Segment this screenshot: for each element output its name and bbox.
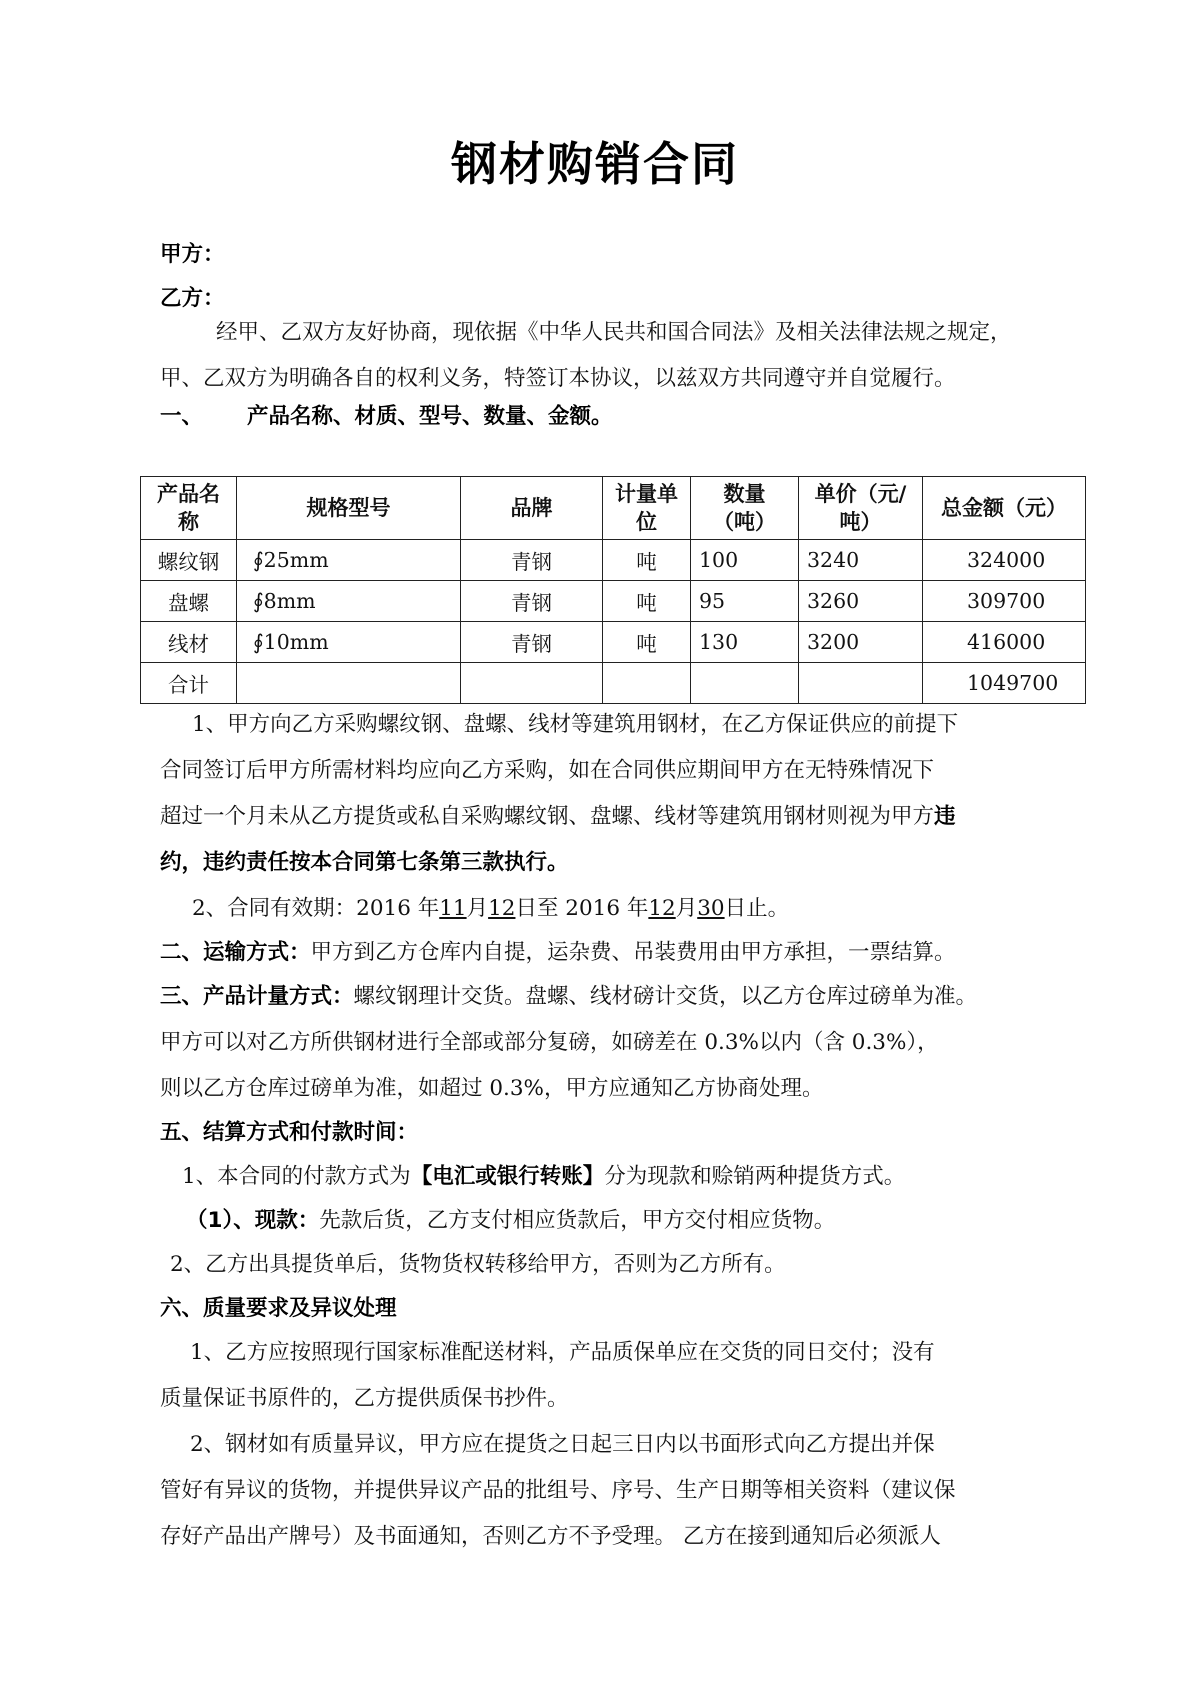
payment-prefix: 1、本合同的付款方式为 bbox=[182, 1164, 411, 1189]
cell-name: 螺纹钢 bbox=[141, 540, 237, 581]
intro-line-1: 经甲、乙双方友好协商，现依据《中华人民共和国合同法》及相关法律法规之规定， bbox=[216, 320, 1012, 345]
empty-cell bbox=[237, 663, 461, 704]
sum-label: 合计 bbox=[141, 663, 237, 704]
validity-end-month: 12 bbox=[648, 896, 676, 921]
sum-total: 1049700 bbox=[923, 663, 1086, 704]
cell-total: 309700 bbox=[923, 581, 1086, 622]
party-a-label: 甲方： bbox=[160, 242, 225, 267]
intro-line-2: 甲、乙双方为明确各自的权利义务，特签订本协议，以兹双方共同遵守并自觉履行。 bbox=[160, 366, 956, 391]
document-title: 钢材购销合同 bbox=[451, 137, 739, 191]
empty-cell bbox=[461, 663, 603, 704]
section-3-line-3: 则以乙方仓库过磅单为准，如超过 0.3%，甲方应通知乙方协商处理。 bbox=[160, 1076, 824, 1101]
header-unit: 计量单位 bbox=[603, 477, 691, 540]
header-spec: 规格型号 bbox=[237, 477, 461, 540]
clause-2-validity bbox=[192, 894, 789, 924]
header-brand: 品牌 bbox=[461, 477, 603, 540]
validity-start-day: 12 bbox=[488, 896, 516, 921]
section-6-clause-1-line-1: 1、乙方应按照现行国家标准配送材料，产品质保单应在交货的同日交付；没有 bbox=[190, 1340, 935, 1365]
section-3-measurement bbox=[160, 982, 977, 1012]
cell-unit: 吨 bbox=[603, 622, 691, 663]
payment-method: 【电汇或银行转账】 bbox=[410, 1164, 605, 1189]
section-3-text: 螺纹钢理计交货。盘螺、线材磅计交货，以乙方仓库过磅单为准。 bbox=[353, 984, 978, 1009]
section-1-number: 一、 bbox=[160, 404, 204, 429]
section-6-clause-1-line-2: 质量保证书原件的，乙方提供质保书抄件。 bbox=[160, 1386, 569, 1411]
cell-price: 3260 bbox=[799, 581, 923, 622]
validity-start-month: 11 bbox=[439, 896, 467, 921]
section-2-transport bbox=[160, 938, 956, 968]
section-6-clause-2-line-1: 2、钢材如有质量异议，甲方应在提货之日起三日内以书面形式向乙方提出并保 bbox=[190, 1432, 935, 1457]
section-1-heading bbox=[160, 402, 613, 432]
payment-suffix: 分为现款和赊销两种提货方式。 bbox=[604, 1164, 906, 1189]
clause-1-line-4: 约，违约责任按本合同第七条第三款执行。 bbox=[160, 850, 569, 875]
clause-1-line-1: 1、甲方向乙方采购螺纹钢、盘螺、线材等建筑用钢材，在乙方保证供应的前提下 bbox=[192, 712, 959, 737]
cell-name: 盘螺 bbox=[141, 581, 237, 622]
cell-spec: ∮8mm bbox=[237, 581, 461, 622]
section-6-clause-2-line-2: 管好有异议的货物，并提供异议产品的批组号、序号、生产日期等相关资料（建议保 bbox=[160, 1478, 956, 1503]
section-2-text: 甲方到乙方仓库内自提，运杂费、吊装费用由甲方承担，一票结算。 bbox=[310, 940, 956, 965]
party-b-label: 乙方： bbox=[160, 286, 225, 311]
validity-text: 月 bbox=[675, 896, 698, 921]
table-sum-row bbox=[141, 663, 1086, 704]
validity-prefix: 2、合同有效期：2016 年 bbox=[192, 896, 440, 921]
table-row bbox=[141, 581, 1086, 622]
cell-price: 3200 bbox=[799, 622, 923, 663]
cell-quantity: 100 bbox=[691, 540, 799, 581]
section-5-clause-2: 2、乙方出具提货单后，货物货权转移给甲方，否则为乙方所有。 bbox=[170, 1252, 786, 1277]
header-quantity: 数量（吨） bbox=[691, 477, 799, 540]
header-total: 总金额（元） bbox=[923, 477, 1086, 540]
validity-text: 日至 2016 年 bbox=[515, 896, 649, 921]
section-3-heading: 三、产品计量方式： bbox=[160, 984, 354, 1009]
cell-total: 416000 bbox=[923, 622, 1086, 663]
cell-spec: ∮25mm bbox=[237, 540, 461, 581]
validity-suffix: 日止。 bbox=[724, 896, 790, 921]
section-2-heading: 二、运输方式： bbox=[160, 940, 311, 965]
cash-text: 先款后货，乙方支付相应货款后，甲方交付相应货物。 bbox=[319, 1208, 836, 1233]
cell-name: 线材 bbox=[141, 622, 237, 663]
clause-1-line-3 bbox=[160, 802, 956, 832]
cash-heading: （1）、现款： bbox=[186, 1208, 320, 1233]
empty-cell bbox=[799, 663, 923, 704]
table-row bbox=[141, 622, 1086, 663]
section-6-heading: 六、质量要求及异议处理 bbox=[160, 1296, 397, 1321]
section-1-title: 产品名称、材质、型号、数量、金额。 bbox=[247, 404, 613, 429]
cell-brand: 青钢 bbox=[461, 581, 603, 622]
cell-quantity: 95 bbox=[691, 581, 799, 622]
section-5-clause-1-sub bbox=[186, 1206, 835, 1236]
section-3-line-2: 甲方可以对乙方所供钢材进行全部或部分复磅，如磅差在 0.3%以内（含 0.3%）， bbox=[160, 1030, 939, 1055]
clause-1-line-2: 合同签订后甲方所需材料均应向乙方采购，如在合同供应期间甲方在无特殊情况下 bbox=[160, 758, 935, 783]
cell-spec: ∮10mm bbox=[237, 622, 461, 663]
cell-unit: 吨 bbox=[603, 581, 691, 622]
empty-cell bbox=[603, 663, 691, 704]
header-product-name: 产品名称 bbox=[141, 477, 237, 540]
section-6-clause-2-line-3: 存好产品出产牌号）及书面通知，否则乙方不予受理。 乙方在接到通知后必须派人 bbox=[160, 1524, 941, 1549]
cell-brand: 青钢 bbox=[461, 540, 603, 581]
section-5-clause-1 bbox=[182, 1162, 905, 1192]
clause-1-line-3-bold: 违 bbox=[934, 804, 956, 829]
clause-1-line-3-text: 超过一个月未从乙方提货或私自采购螺纹钢、盘螺、线材等建筑用钢材则视为甲方 bbox=[160, 804, 935, 829]
table-row bbox=[141, 540, 1086, 581]
validity-end-day: 30 bbox=[697, 896, 725, 921]
cell-total: 324000 bbox=[923, 540, 1086, 581]
cell-brand: 青钢 bbox=[461, 622, 603, 663]
validity-text: 月 bbox=[466, 896, 489, 921]
product-table bbox=[140, 476, 1086, 704]
cell-quantity: 130 bbox=[691, 622, 799, 663]
section-5-heading: 五、结算方式和付款时间： bbox=[160, 1120, 419, 1145]
empty-cell bbox=[691, 663, 799, 704]
cell-price: 3240 bbox=[799, 540, 923, 581]
table-header-row bbox=[141, 477, 1086, 540]
cell-unit: 吨 bbox=[603, 540, 691, 581]
header-unit-price: 单价（元/吨） bbox=[799, 477, 923, 540]
